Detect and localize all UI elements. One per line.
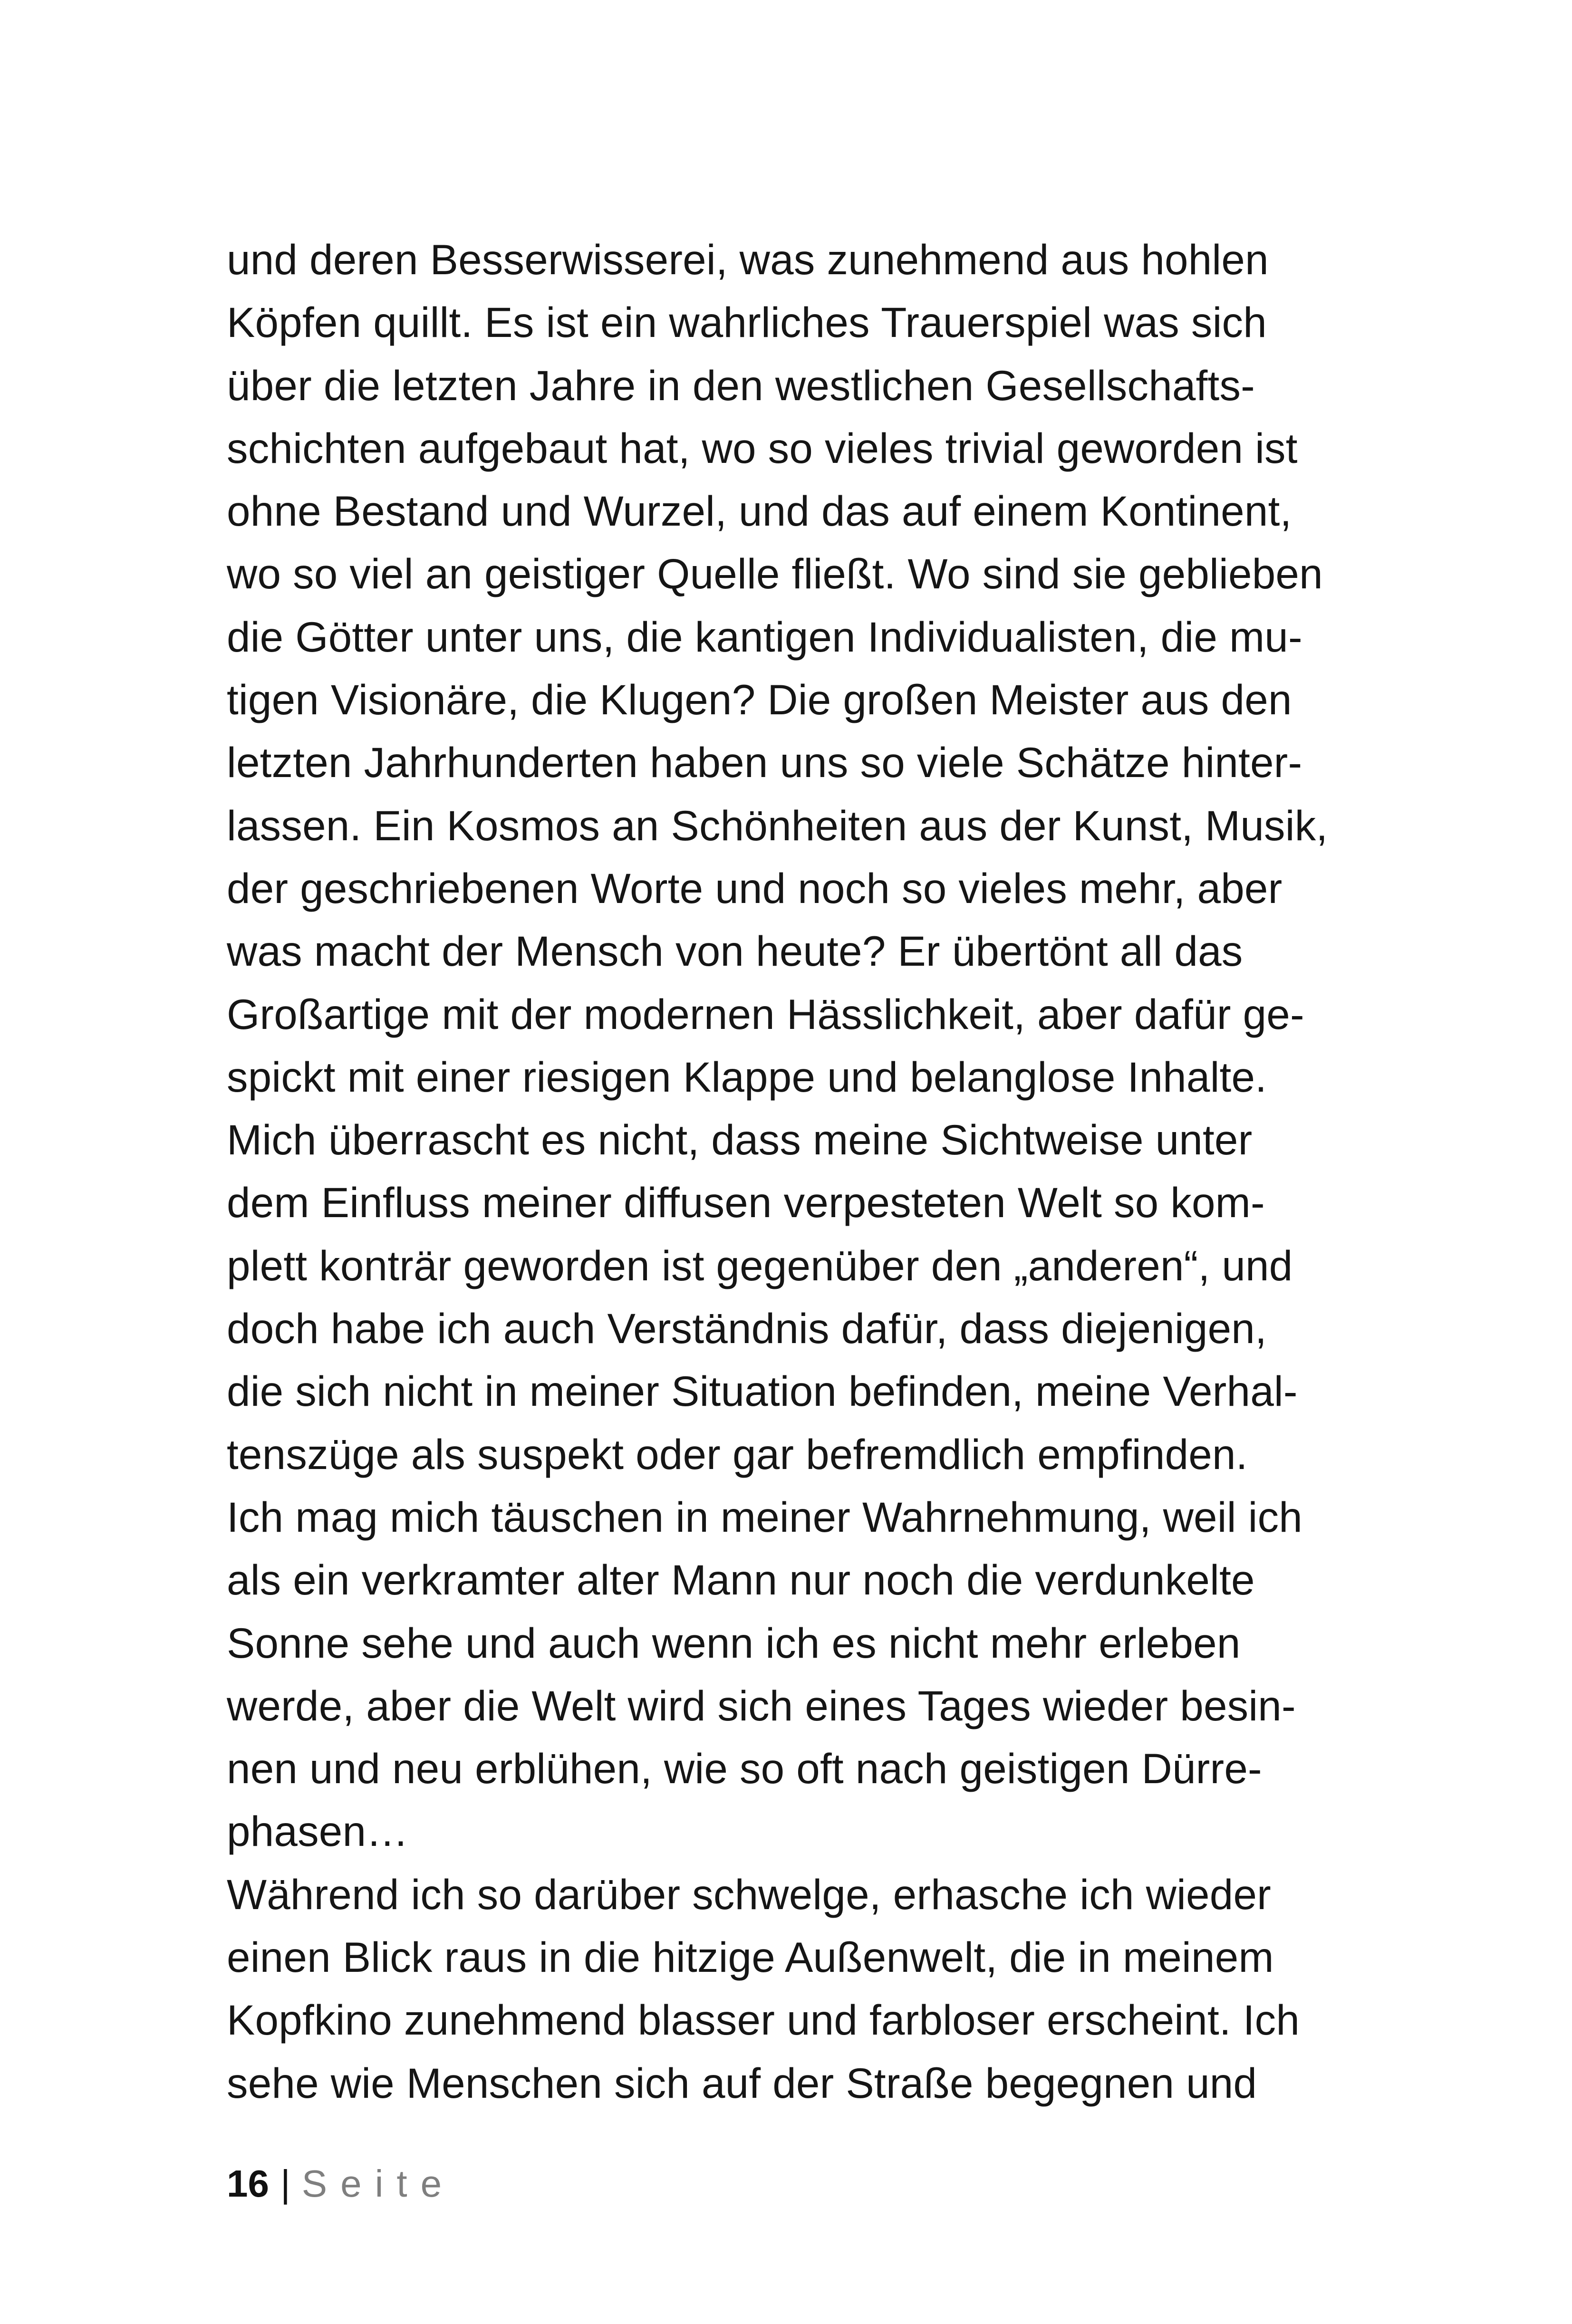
text-line: Sonne sehe und auch wenn ich es nicht mehr erleben [227, 1619, 1241, 1667]
text-line: Köpfen quillt. Es ist ein wahrliches Trauerspiel was sich [227, 298, 1267, 346]
text-line: dem Einfluss meiner diffusen verpesteten Welt so kom- [227, 1179, 1265, 1227]
text-line: phasen… [227, 1807, 409, 1855]
text-line: spickt mit einer riesigen Klappe und belanglose Inhalte. [227, 1053, 1267, 1101]
text-line: Während ich so darüber schwelge, erhasche ich wieder [227, 1870, 1271, 1918]
footer-label: Seite [301, 2162, 455, 2205]
text-line: lassen. Ein Kosmos an Schönheiten aus der Kunst, Musik, [227, 801, 1328, 849]
text-line: Großartige mit der modernen Hässlichkeit, aber dafür ge- [227, 990, 1304, 1038]
body-text [227, 228, 1368, 2114]
page-footer [227, 2158, 455, 2210]
text-line: tigen Visionäre, die Klugen? Die großen Meister aus den [227, 676, 1292, 724]
text-line: plett konträr geworden ist gegenüber den „anderen“, und [227, 1241, 1293, 1289]
page-number: 16 [227, 2162, 269, 2205]
text-line: und deren Besserwisserei, was zunehmend aus hohlen [227, 236, 1269, 283]
text-line: über die letzten Jahre in den westlichen Gesellschafts- [227, 361, 1255, 409]
text-line: was macht der Mensch von heute? Er übertönt all das [227, 927, 1243, 975]
text-line: sehe wie Menschen sich auf der Straße begegnen und [227, 2059, 1257, 2107]
text-line: der geschriebenen Worte und noch so vieles mehr, aber [227, 864, 1283, 912]
text-line: tenszüge als suspekt oder gar befremdlich empfinden. [227, 1430, 1248, 1478]
text-line: Ich mag mich täuschen in meiner Wahrnehmung, weil ich [227, 1493, 1302, 1541]
text-line: letzten Jahrhunderten haben uns so viele Schätze hinter- [227, 739, 1302, 787]
text-line: die Götter unter uns, die kantigen Individualisten, die mu- [227, 613, 1302, 661]
text-line: einen Blick raus in die hitzige Außenwelt, die in meinem [227, 1933, 1274, 1981]
footer-separator: | [280, 2162, 290, 2205]
text-line: ohne Bestand und Wurzel, und das auf einem Kontinent, [227, 487, 1292, 535]
text-line: nen und neu erblühen, wie so oft nach geistigen Dürre- [227, 1745, 1262, 1793]
text-line: schichten aufgebaut hat, wo so vieles trivial geworden ist [227, 424, 1298, 472]
text-line: Mich überrascht es nicht, dass meine Sichtweise unter [227, 1116, 1253, 1164]
text-line: wo so viel an geistiger Quelle fließt. Wo sind sie geblieben [227, 550, 1323, 598]
text-line: Kopfkino zunehmend blasser und farbloser erscheint. Ich [227, 1996, 1300, 2044]
text-line: werde, aber die Welt wird sich eines Tages wieder besin- [227, 1681, 1296, 1729]
text-line: doch habe ich auch Verständnis dafür, dass diejenigen, [227, 1305, 1267, 1353]
text-line: die sich nicht in meiner Situation befinden, meine Verhal- [227, 1367, 1298, 1415]
text-line: als ein verkramter alter Mann nur noch die verdunkelte [227, 1556, 1255, 1604]
